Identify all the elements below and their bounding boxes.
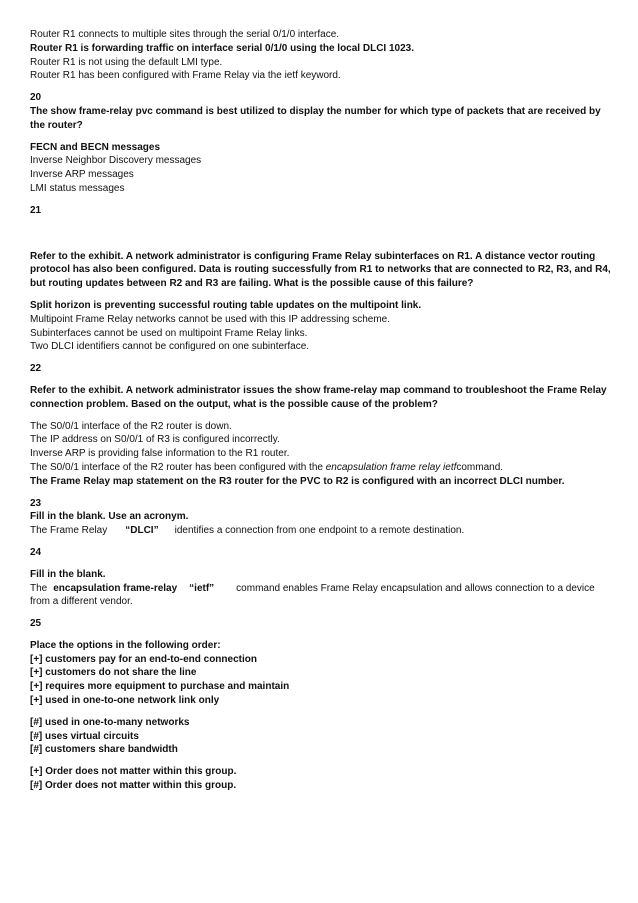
q19-option-2-correct: Router R1 is forwarding traffic on interface serial 0/1/0 using the local DLCI 1023.	[30, 42, 414, 54]
q23-answer: “DLCI”	[125, 525, 159, 537]
q22-option-5-correct: The Frame Relay map statement on the R3 router for the PVC to R2 is configured with an incorrect DLCI number.	[30, 475, 565, 487]
q20-option-1-correct: FECN and BECN messages	[30, 141, 161, 153]
document-page	[30, 28, 615, 793]
q20-option-4: LMI status messages	[30, 182, 125, 194]
q23-sentence: The Frame Relay “DLCI” identifies a connection from one endpoint to a remote destination.	[30, 525, 465, 537]
q24-sentence-cont: from a different vendor.	[30, 596, 133, 608]
q22-option-1: The S0/0/1 interface of the R2 router is down.	[30, 420, 232, 432]
q22-option-4: The S0/0/1 interface of the R2 router has been configured with the encapsulation frame relay ietfcommand.	[30, 461, 504, 473]
q25-group1-item: [+] customers pay for an end-to-end connection	[30, 653, 257, 665]
q20-question: The show frame-relay pvc command is best utilized to display the number for which type of packets that are received by the router?	[30, 105, 601, 131]
q25-group2-item: [#] used in one-to-many networks	[30, 716, 190, 728]
q25-instruction: Place the options in the following order:	[30, 639, 221, 651]
q25-group2-item: [#] uses virtual circuits	[30, 730, 139, 742]
q25-group1-item: [+] customers do not share the line	[30, 667, 197, 679]
q24-answer-command: encapsulation frame-relay	[53, 582, 178, 594]
q24-sentence: The encapsulation frame-relay “ietf” command enables Frame Relay encapsulation and allows connection to a device	[30, 582, 595, 594]
q24-number: 24	[30, 546, 42, 558]
q22-option-4-italic: encapsulation frame relay ietf	[325, 461, 457, 473]
q19-option-4: Router R1 has been configured with Frame Relay via the ietf keyword.	[30, 70, 341, 82]
q25-group1-item: [+] requires more equipment to purchase and maintain	[30, 681, 290, 693]
q23-instruction: Fill in the blank. Use an acronym.	[30, 511, 189, 523]
q23-number: 23	[30, 497, 42, 509]
q20-option-3: Inverse ARP messages	[30, 169, 134, 181]
q25-note: [+] Order does not matter within this group.	[30, 766, 237, 778]
q21-option-4: Two DLCI identifiers cannot be configured on one subinterface.	[30, 341, 310, 353]
q21-option-2: Multipoint Frame Relay networks cannot be used with this IP addressing scheme.	[30, 313, 390, 325]
q24-answer-keyword: “ietf”	[189, 582, 215, 594]
q25-group2-item: [#] customers share bandwidth	[30, 744, 178, 756]
q25-note: [#] Order does not matter within this group.	[30, 780, 237, 792]
q22-number: 22	[30, 363, 42, 375]
q22-option-3: Inverse ARP is providing false information to the R1 router.	[30, 448, 290, 460]
q20-option-2: Inverse Neighbor Discovery messages	[30, 155, 202, 167]
q25-number: 25	[30, 618, 42, 630]
q21-option-1-correct: Split horizon is preventing successful routing table updates on the multipoint link.	[30, 299, 422, 311]
q21-option-3: Subinterfaces cannot be used on multipoint Frame Relay links.	[30, 327, 308, 339]
q20-number: 20	[30, 92, 42, 104]
q25-group1-item: [+] used in one-to-one network link only	[30, 695, 220, 707]
q21-number: 21	[30, 204, 42, 216]
q21-question: Refer to the exhibit. A network administrator is configuring Frame Relay subinterfaces on R1. A distance vector routing protocol has also been configured. Data is routing successfully from R1 to networks that are connected to R2, R3, and R4, but routing updates between R2 and R3 are failing. What is the possible cause of this failure?	[30, 250, 611, 290]
q21-exhibit-space	[30, 218, 615, 250]
q22-question: Refer to the exhibit. A network administrator issues the show frame-relay map command to troubleshoot the Frame Relay connection problem. Based on the output, what is the possible cause of the problem?	[30, 384, 607, 410]
q24-instruction: Fill in the blank.	[30, 568, 106, 580]
q19-option-3: Router R1 is not using the default LMI type.	[30, 56, 223, 68]
q19-option-1: Router R1 connects to multiple sites through the serial 0/1/0 interface.	[30, 29, 340, 40]
q22-option-2: The IP address on S0/0/1 of R3 is configured incorrectly.	[30, 434, 280, 446]
